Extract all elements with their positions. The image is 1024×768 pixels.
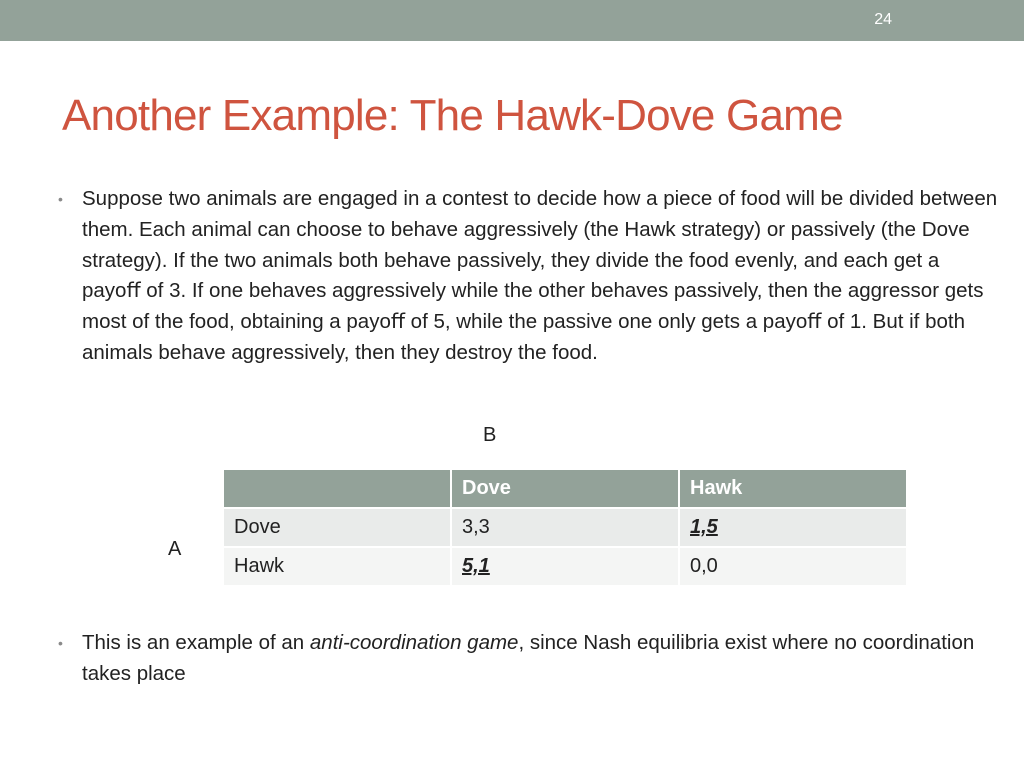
table-row [223,547,907,586]
bullet-text-emphasis: anti-coordination game [309,631,519,654]
row-strategy-dove: Dove [223,508,451,547]
payoff-cell-equilibrium [451,547,679,586]
equilibrium-value: 1,5 [690,516,718,538]
table-row [223,508,907,547]
table-header-row [223,469,907,508]
row-strategy-hawk: Hawk [223,547,451,586]
table-header-hawk: Hawk [679,469,907,508]
bullet-text: Suppose two animals are engaged in a contest to decide how a piece of food will be divided between them. Each animal can choose to behave aggressively (the Hawk strategy) or passively (the Dove strategy). If the two animals both behave passively, they divide the food evenly, and each get a payoﬀ of 3. If one behaves aggressively while the other behaves passively, then the aggressor gets most of the food, obtaining a payoﬀ of 5, while the passive one only gets a payoﬀ of 1. But if both animals behave aggressively, then they destroy the food. [82,187,998,364]
payoff-matrix [222,468,908,587]
payoff-cell: 3,3 [451,508,679,547]
bullet-text-suffix: , since Nash equilibria exist where no coordination takes place [82,631,975,685]
table-header-corner [223,469,451,508]
top-bar [0,0,1024,41]
payoff-cell-equilibrium [679,508,907,547]
payoff-cell: 0,0 [679,547,907,586]
player-b-label: B [483,424,497,446]
bullet-text-prefix: This is an example of an [82,631,310,654]
bullet-marker: • [58,635,63,651]
player-a-label: A [168,538,182,560]
bullet-text [82,628,1002,690]
table-header-dove: Dove [451,469,679,508]
bullet-marker: • [58,191,63,207]
slide-title: Another Example: The Hawk-Dove Game [62,91,843,140]
slide-number: 24 [874,11,892,28]
equilibrium-value: 5,1 [462,555,490,577]
